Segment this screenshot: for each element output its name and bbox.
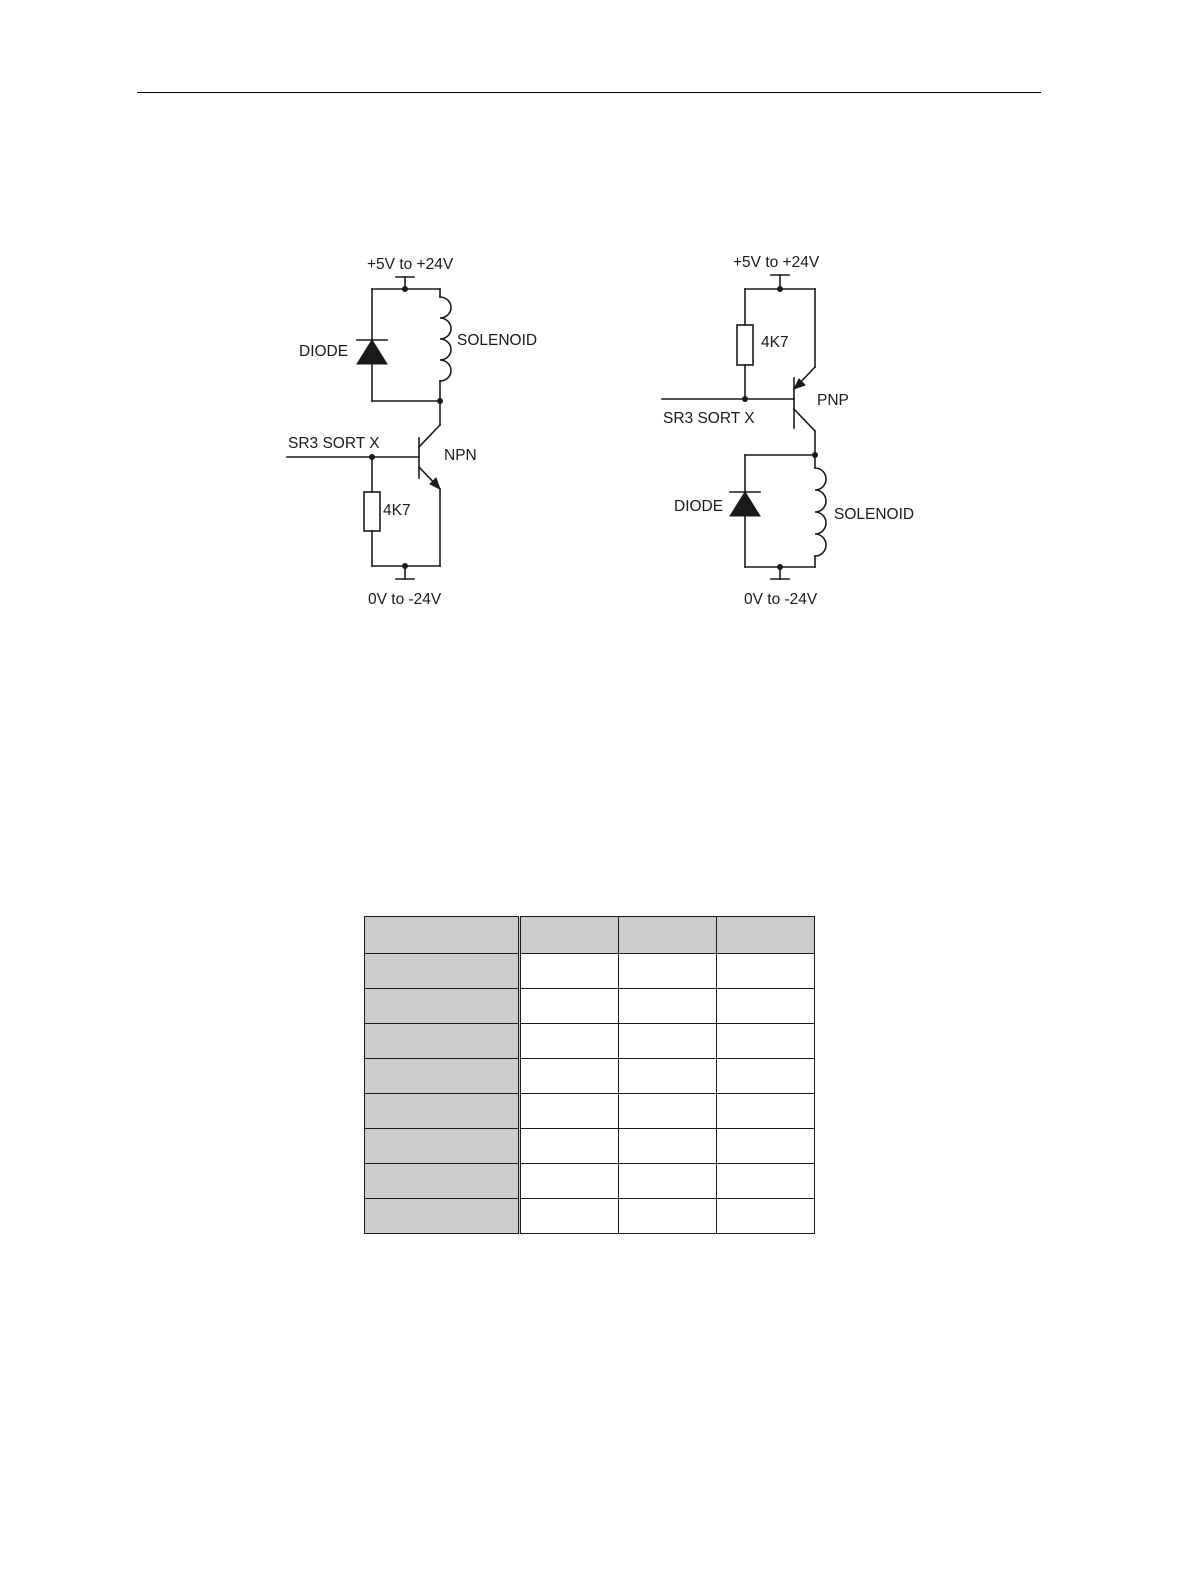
pnp-ground-label: 0V to -24V — [744, 591, 818, 608]
table-cell — [717, 1164, 815, 1199]
table-cell — [717, 1129, 815, 1164]
table-cell — [717, 989, 815, 1024]
pnp-transistor-label: PNP — [817, 392, 849, 409]
pnp-resistor-label: 4K7 — [761, 334, 789, 351]
row-label-cell — [365, 1164, 520, 1199]
pnp-transistor-symbol — [794, 289, 815, 455]
table-cell — [520, 1024, 619, 1059]
header-cell — [365, 917, 520, 954]
pnp-solenoid-coil — [815, 468, 826, 556]
table-row — [365, 1164, 815, 1199]
row-label-cell — [365, 954, 520, 989]
table-row — [365, 1199, 815, 1234]
row-label-cell — [365, 1129, 520, 1164]
header-cell — [520, 917, 619, 954]
pnp-solenoid-schematic — [0, 0, 1190, 640]
row-label-cell — [365, 989, 520, 1024]
table-cell — [520, 1059, 619, 1094]
table-cell — [520, 954, 619, 989]
table-cell — [520, 1094, 619, 1129]
table-cell — [520, 1164, 619, 1199]
pnp-resistor-symbol — [737, 325, 753, 365]
table-row — [365, 1024, 815, 1059]
table-cell — [520, 989, 619, 1024]
header-cell — [717, 917, 815, 954]
pnp-solenoid-label: SOLENOID — [834, 506, 915, 523]
table-cell — [717, 1094, 815, 1129]
table-row — [365, 1094, 815, 1129]
table-row — [365, 1129, 815, 1164]
table-cell — [619, 1164, 717, 1199]
table-cell — [619, 1129, 717, 1164]
table-cell — [520, 1199, 619, 1234]
pnp-supply-label: +5V to +24V — [733, 254, 820, 271]
table-cell — [619, 954, 717, 989]
table-row — [365, 989, 815, 1024]
pnp-diode-label: DIODE — [674, 498, 724, 515]
table-cell — [717, 1059, 815, 1094]
header-cell — [619, 917, 717, 954]
spec-table — [364, 916, 815, 1234]
table-cell — [619, 1059, 717, 1094]
table-cell — [520, 1129, 619, 1164]
table-cell — [619, 1094, 717, 1129]
row-label-cell — [365, 1094, 520, 1129]
table-cell — [717, 1199, 815, 1234]
pnp-diode-symbol — [730, 492, 760, 516]
table-row — [365, 954, 815, 989]
row-label-cell — [365, 1199, 520, 1234]
row-label-cell — [365, 1024, 520, 1059]
table-cell — [619, 989, 717, 1024]
npn-input-label: SR3 SORT X — [288, 435, 380, 452]
table-header-row — [365, 917, 815, 954]
pnp-input-node — [742, 396, 748, 402]
npn-solenoid-label: SOLENOID — [457, 332, 538, 349]
table-cell — [619, 1199, 717, 1234]
row-label-cell — [365, 1059, 520, 1094]
table-cell — [619, 1024, 717, 1059]
npn-ground-label: 0V to -24V — [368, 591, 442, 608]
npn-supply-label: +5V to +24V — [367, 256, 454, 273]
table-row — [365, 1059, 815, 1094]
npn-resistor-label: 4K7 — [383, 502, 411, 519]
pnp-input-label: SR3 SORT X — [663, 410, 755, 427]
table-cell — [717, 954, 815, 989]
table-cell — [717, 1024, 815, 1059]
npn-diode-label: DIODE — [299, 343, 349, 360]
npn-transistor-label: NPN — [444, 447, 477, 464]
